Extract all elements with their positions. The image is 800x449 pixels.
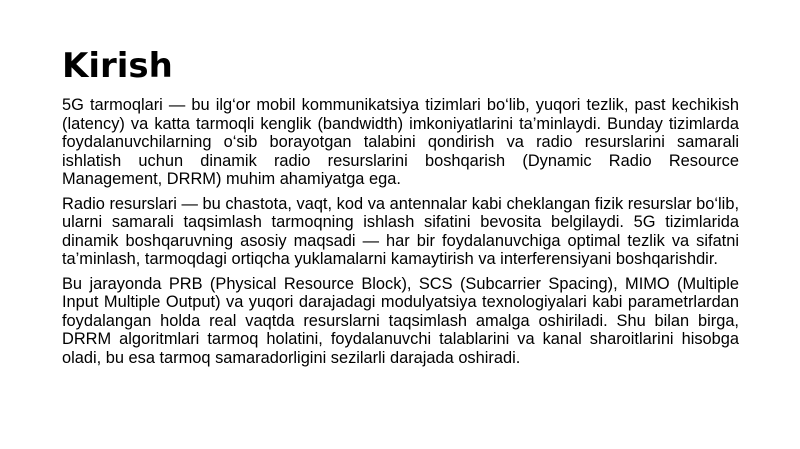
slide-title: Kirish <box>62 46 173 86</box>
paragraph-5g-networks: 5G tarmoqlari — bu ilg‘or mobil kommunikatsiya tizimlari bo‘lib, yuqori tezlik, past kechikish (latency) va katta tarmoqli kenglik (bandwidth) imkoniyatlarini ta’minlaydi. Bunday tizimlarda foydalanuvchilarning o‘sib borayotgan talabini qondirish va radio resurslarini samarali ishlatish uchun dinamik radio resurslarini boshqarish (Dynamic Radio Resource Management, DRRM) muhim ahamiyatga ega. <box>62 96 739 188</box>
paragraph-radio-resources: Radio resurslari — bu chastota, vaqt, kod va antennalar kabi cheklangan fizik resurslar bo‘lib, ularni samarali taqsimlash tarmoqning ishlash sifatini bevosita belgilaydi. 5G tizimlarida dinamik boshqaruvning asosiy maqsadi — har bir foydalanuvchiga optimal tezlik va sifatni ta’minlash, tarmoqdagi ortiqcha yuklamalarni kamaytirish va interferensiyani boshqarishdir. <box>62 194 739 268</box>
slide-body <box>62 96 739 373</box>
paragraph-resource-allocation: Bu jarayonda PRB (Physical Resource Block), SCS (Subcarrier Spacing), MIMO (Multiple Input Multiple Output) va yuqori darajadagi modulyatsiya texnologiyalari kabi parametrlardan foydalangan holda real vaqtda resurslarni taqsimlash amalga oshiriladi. Shu bilan birga, DRRM algoritmlari tarmoq holatini, foydalanuvchi talablarini va kanal sharoitlarini hisobga oladi, bu esa tarmoq samaradorligini sezilarli darajada oshiradi. <box>62 274 739 367</box>
